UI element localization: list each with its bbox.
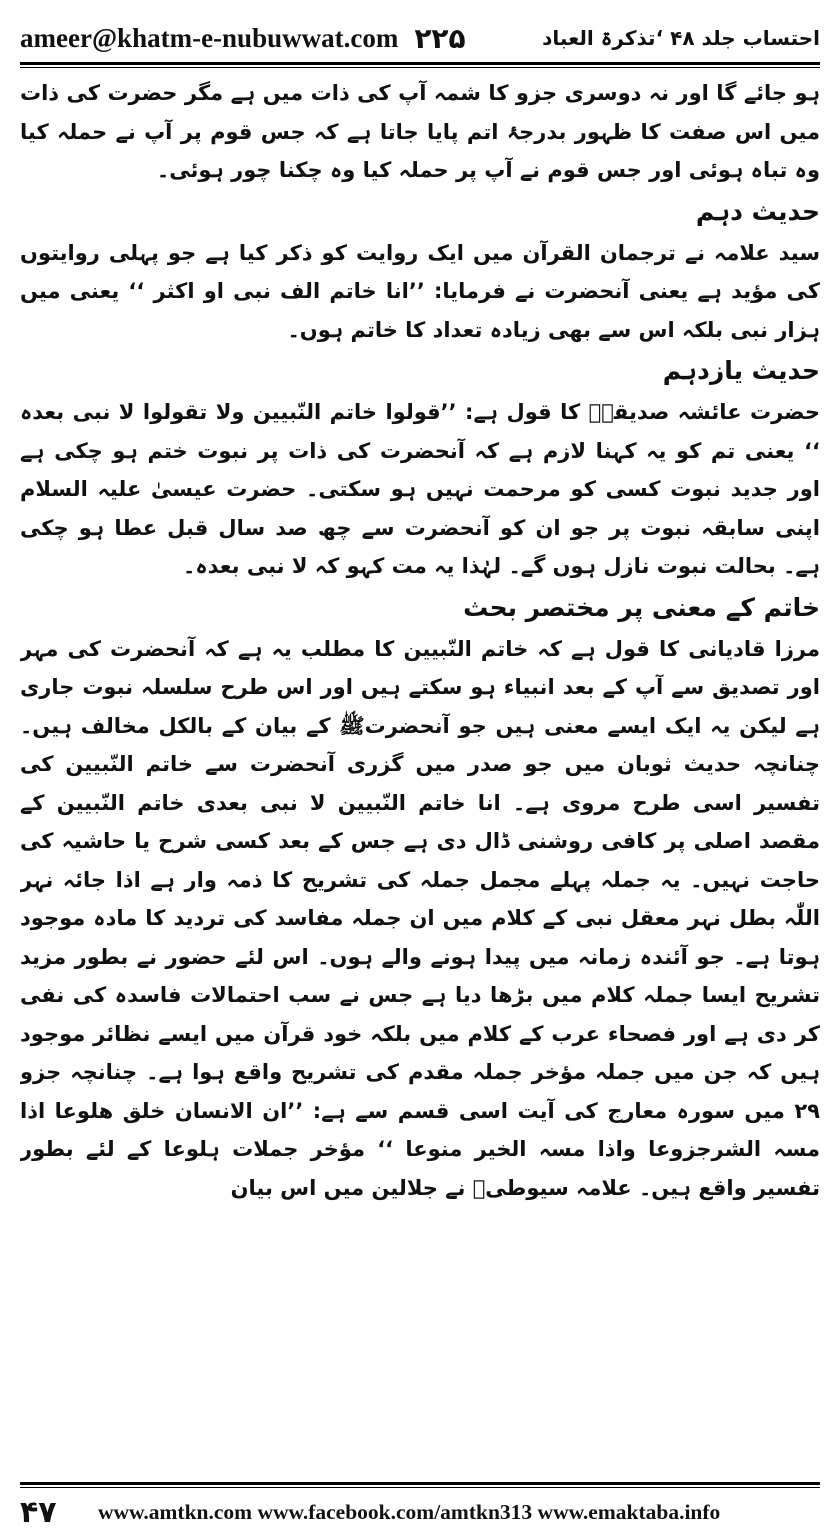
paragraph-1: ہو جائے گا اور نہ دوسری جزو کا شمہ آپ کی ذات میں ہے مگر حضرت کی ذات میں اس صفت کا ظہور بدرجۂ اتم پایا جاتا ہے کہ جس قوم پر آپ نے حملہ کیا وہ تباہ ہوئی اور جس قوم نے آپ پر حملہ کیا وہ چکنا چور ہوئی۔ xyxy=(20,81,820,182)
paragraph-4: مرزا قادیانی کا قول ہے کہ خاتم النّبیین کا مطلب یہ ہے کہ آنحضرت کی مہر اور تصدیق سے آپ کے بعد انبیاء ہو سکتے ہیں اور اس طرح سلسلہ نبوت جاری ہے لیکن یہ ایک ایسے معنی ہیں جو آنحضرتﷺ کے بیان کے بالکل مخالف ہیں۔ چنانچہ حدیث ثوبان میں جو صدر میں گزری آنحضرت سے خاتم النّبیین کی تفسیر اسی طرح مروی ہے۔ انا خاتم النّبیین لا نبی بعدی خاتم النّبیین کے مقصد اصلی پر کافی روشنی ڈال دی ہے جس کے بعد کسی شرح یا حاشیہ کی حاجت نہیں۔ یہ جملہ پہلے مجمل جملہ کی تشریح کا ذمہ وار ہے اذا جائہ نہر اللّٰہ بطل نہر معقل نبی کے کلام میں ان جملہ مفاسد کی تردید کا مادہ موجود ہوتا ہے۔ جو آئندہ زمانہ میں پیدا ہونے والے ہوں۔ اس لئے حضور نے بطور مزید تشریح ایسا جملہ کلام میں بڑھا دیا ہے جس نے سب احتمالات فاسدہ کی نفی کر دی ہے اور فصحاء عرب کے کلام میں بلکہ خود قرآن میں ایسے نظائر موجود ہیں کہ جن میں جملہ مؤخر جملہ مقدم کی تشریح واقع ہوا ہے۔ چنانچہ جزو ۲۹ میں سورہ معارج کی آیت اسی قسم سے ہے: ’’ان الانسان خلق ھلوعا اذا مسہ الشرجزوعا واذا مسہ الخیر منوعا ‘‘ مؤخر جملات ہلوعا کے لئے بطور تفسیر واقع ہیں۔ علامہ سیوطیؒ نے جلالین میں اس بیان xyxy=(20,636,820,1200)
header-left xyxy=(20,22,466,55)
page-header xyxy=(20,14,820,62)
paragraph-2: سید علامہ نے ترجمان القرآن میں ایک روایت کو ذکر کیا ہے جو پہلی روایتوں کی مؤید ہے یعنی آنحضرت نے فرمایا: ’’انا خاتم الف نبی او اکثر ‘‘ یعنی میں ہزار نبی بلکہ اس سے بھی زیادہ تعداد کا خاتم ہوں۔ xyxy=(20,240,820,342)
heading-khatam-meaning: خاتم کے معنی پر مختصر بحث xyxy=(463,592,820,622)
header-page-number: ۲۲۵ xyxy=(414,21,466,55)
footer-page-number: ۴۷ xyxy=(20,1494,57,1530)
header-title: احتساب جلد ۴۸ ‘تذکرۃ العباد xyxy=(542,26,820,50)
paragraph-3: حضرت عائشہ صدیقہؓ کا قول ہے: ’’قولوا خاتم النّبیین ولا تقولوا لا نبی بعدہ ‘‘ یعنی تم کو یہ کہنا لازم ہے کہ آنحضرت کی ذات پر نبوت ختم ہو چکی ہے اور جدید نبوت کسی کو مرحمت نہیں ہو سکتی۔ حضرت عیسیٰ علیہ السلام اپنی سابقہ نبوت پر جو ان کو آنحضرت سے چھ صد سال قبل عطا ہو چکی ہے۔ بحالت نبوت نازل ہوں گے۔ لہٰذا یہ مت کہو کہ لا نبی بعدہ۔ xyxy=(20,400,820,578)
header-rule xyxy=(20,62,820,68)
heading-hadith-10: حدیث دہم xyxy=(695,196,820,226)
page-body xyxy=(20,74,820,1464)
heading-hadith-11: حدیث یازدہم xyxy=(662,356,820,385)
footer-links: www.amtkn.com www.facebook.com/amtkn313 www.emaktaba.info xyxy=(98,1499,721,1524)
footer-rule xyxy=(20,1482,820,1488)
page-footer xyxy=(20,1492,820,1532)
header-email: ameer@khatm-e-nubuwwat.com xyxy=(20,22,399,53)
